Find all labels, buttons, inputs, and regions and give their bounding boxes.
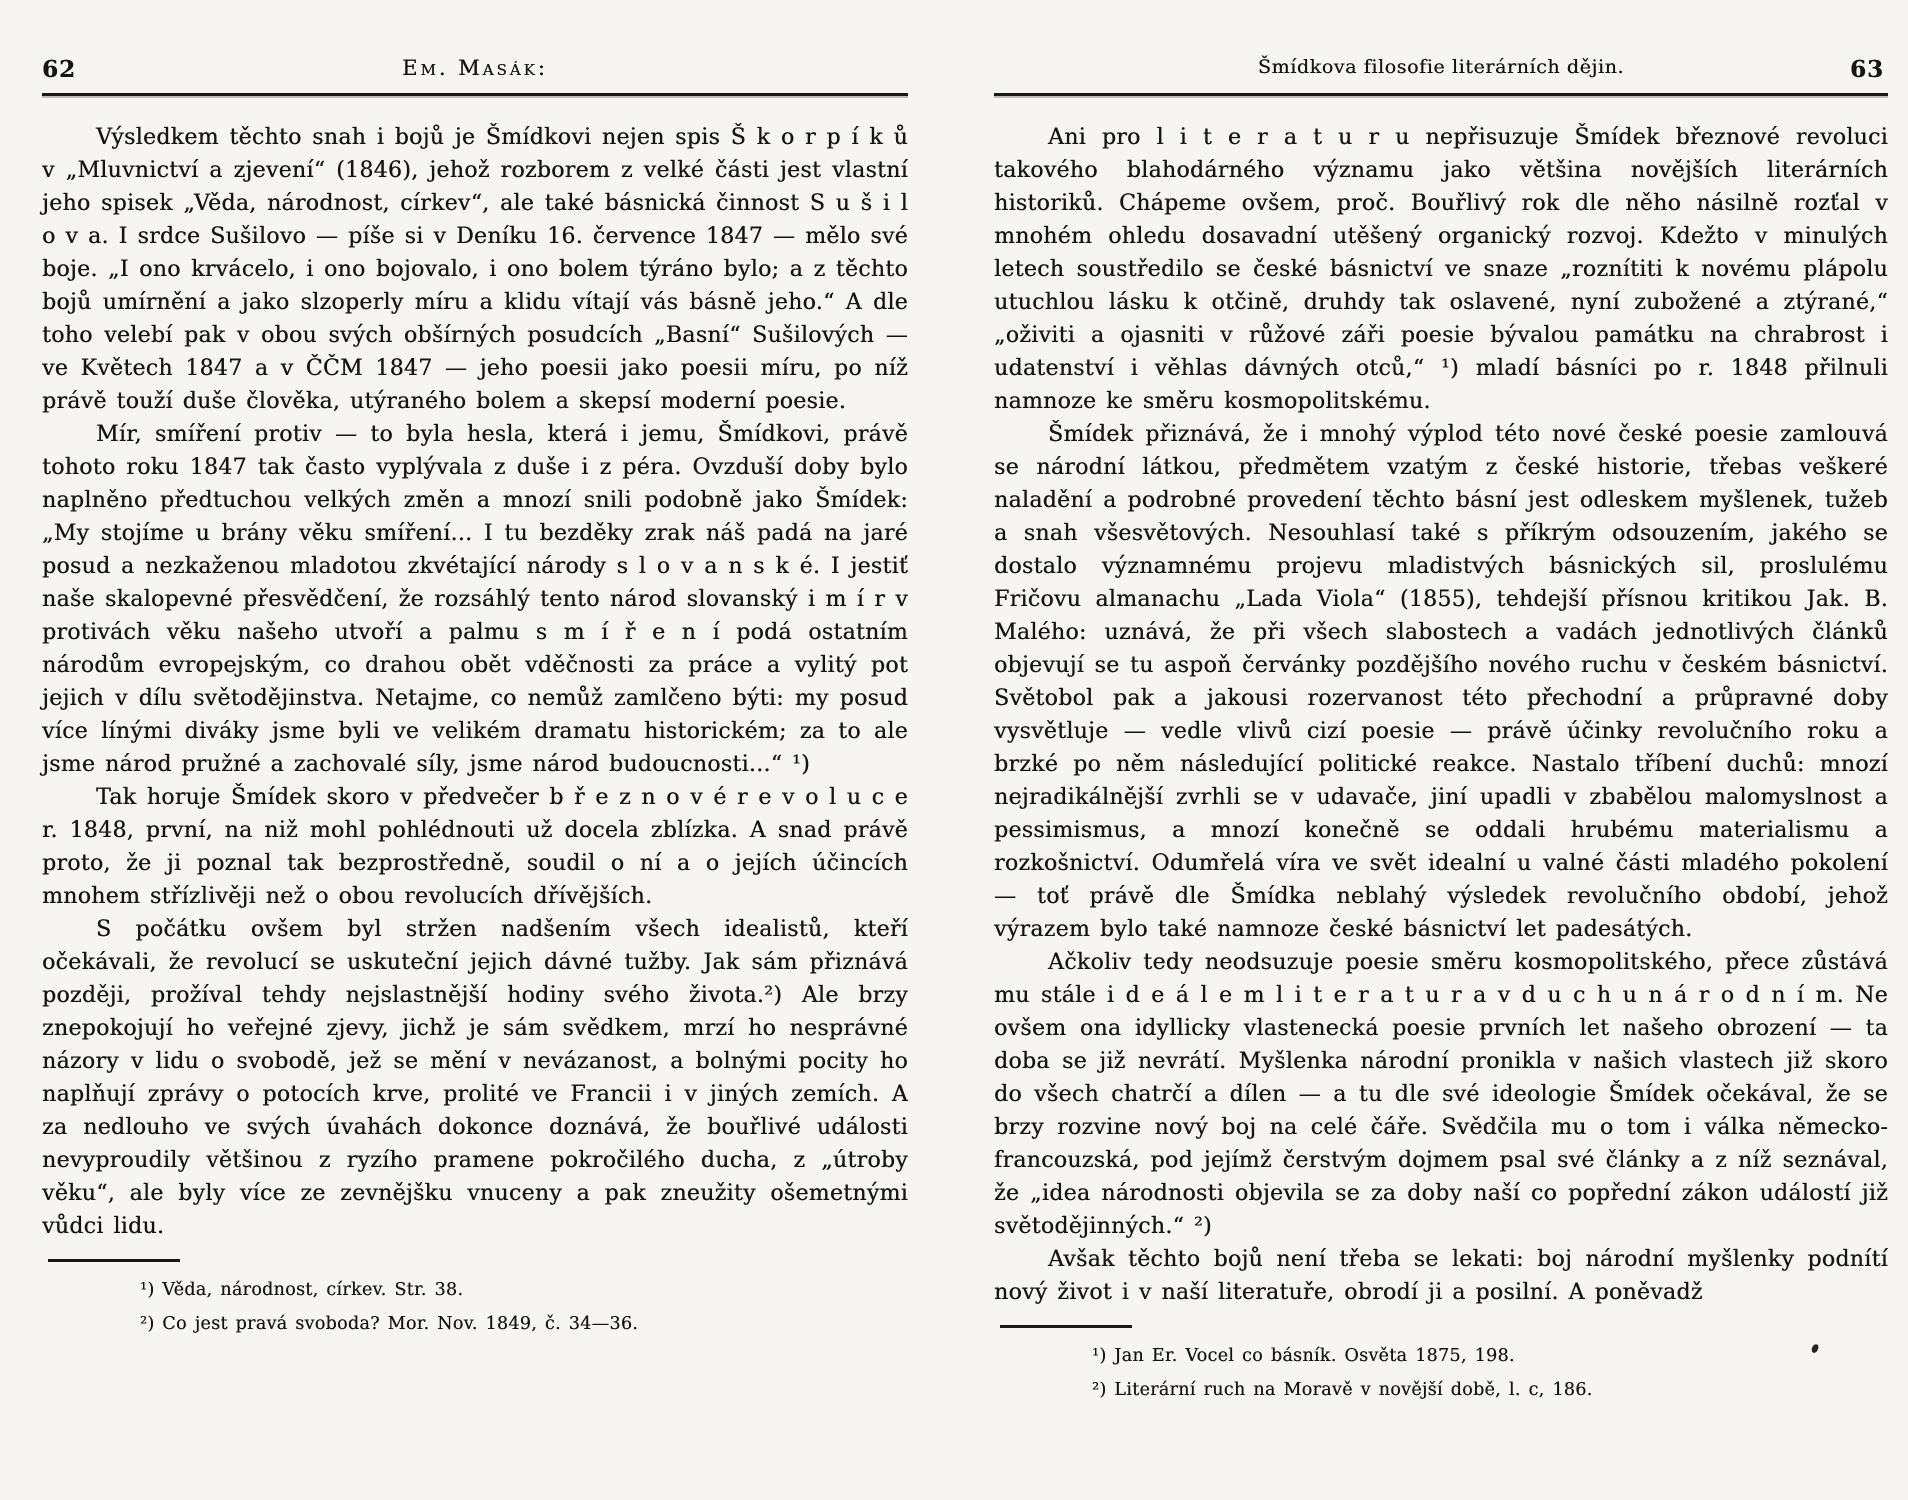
page-header-left	[42, 56, 908, 86]
page-body-left	[42, 121, 908, 1243]
footnote-rule-right	[1000, 1325, 1132, 1328]
footnote-block-left	[42, 1259, 908, 1338]
running-header-left: Em. Masák:	[402, 56, 548, 80]
page-number-right: 63	[1849, 56, 1884, 83]
footnote-rule-left	[48, 1259, 180, 1262]
footnote: ²) Literární ruch na Moravě v novější době, l. c, 186.	[1092, 1379, 1593, 1400]
header-rule-right	[994, 93, 1888, 96]
paragraph: S počátku ovšem byl stržen nadšením všech idealistů, kteří očekávali, že revolucí se uskuteční jejich dávné tužby. Jak sám přiznává později, prožíval tehdy nejslastnější hodiny svého života.²) Ale brzy znepokojují ho veřejné zjevy, jichž je sám svědkem, mrzí ho nesprávné názory v lidu o svobodě, jež se mění v nevázanost, a bolnými pocity ho naplňují zprávy o potocích krve, prolité ve Francii i v jiných zemích. A za nedlouho ve svých úvahách dokonce doznává, že bouřlivé události nevyproudily většinou z ryzího pramene pokročilého ducha, z „útroby věku“, ale byly více ze zevnějšku vnuceny a pak zneužity ošemetnými vůdci lidu.	[42, 917, 908, 1239]
page-left	[42, 56, 908, 1500]
paragraph: Tak horuje Šmídek skoro v předvečer b ř e z n o v é r e v o l u c e r. 1848, první, na niž mohl pohlédnouti už docela zblízka. A snad právě proto, že ji poznal tak bezprostředně, soudil o ní a o jejích účincích mnohem střízlivěji než o obou revolucích dřívějších.	[42, 785, 908, 909]
footnote: ²) Co jest pravá svoboda? Mor. Nov. 1849, č. 34—36.	[140, 1313, 639, 1334]
paragraph: Výsledkem těchto snah i bojů je Šmídkovi nejen spis Š k o r p í k ů v „Mluvnictví a zjevení“ (1846), jehož rozborem z velké části jest vlastní jeho spisek „Věda, národnost, církev“, ale také básnická činnost S u š i l o v a. I srdce Sušilovo — píše si v Deníku 16. července 1847 — mělo své boje. „I ono krvácelo, i ono bojovalo, i ono bolem týráno bylo; a z těchto bojů umírnění a jako slzoperly míru a klidu vítají vás básně jeho.“ A dle toho velebí pak v obou svých obšírných posudcích „Basní“ Sušilových — ve Květech 1847 a v ČČM 1847 — jeho poesii jako poesii míru, po níž právě touží duše člověka, utýraného bolem a skepsí moderní poesie.	[42, 125, 908, 414]
page-number-left: 62	[42, 56, 77, 83]
paragraph: Šmídek přiznává, že i mnohý výplod této nové české poesie zamlouvá se národní látkou, předmětem vzatým z české historie, třebas veškeré naladění a podrobné provedení těchto básní jest odleskem myšlenek, tužeb a snah všesvětových. Nesouhlasí také s příkrým odsouzením, jakého se dostalo významnému projevu mladistvých básnických sil, proslulému Fričovu almanachu „Lada Viola“ (1855), tehdejší přísnou kritikou Jak. B. Malého: uznává, že při všech slabostech a vadách jednotlivých článků objevují se tu aspoň červánky pozdějšího nového ruchu v českém básnictví. Světobol pak a jakousi rozervanost této přechodní a průpravné doby vysvětluje — vedle vlivů cizí poesie — právě účinky revolučního roku a brzké po něm následující politické reakce. Nastalo tříbení duchů: mnozí nejradikálnější zvrhli se v udavače, jiní upadli v zbabělou malomyslnost a pessimismus, a mnozí konečně se oddali hrubému materialismu a rozkošnictví. Odumřelá víra ve svět idealní u valné části mladého pokolení — toť právě dle Šmídka neblahý výsledek revolučního období, jehož výrazem bylo také namnoze české básnictví let padesátých.	[994, 422, 1888, 942]
paragraph: Ani pro l i t e r a t u r u nepřisuzuje Šmídek březnové revoluci takového blahodárného významu jako většina novějších literárních historiků. Chápeme ovšem, proč. Bouřlivý rok dle něho násilně rozťal v mnohém ohledu dosavadní utěšený organický rozvoj. Kdežto v minulých letech soustředilo se české básnictví ve snaze „roznítiti k novému plápolu utuchlou lásku k otčině, druhdy tak oslavené, nyní zubožené a ztýrané,“ „oživiti a ojasniti v růžové záři poesie bývalou památku na chrabrost i udatenství i věhlas dávných otců,“ ¹) mladí básníci po r. 1848 přilnuli namnoze ke směru kosmopolitskému.	[994, 125, 1888, 414]
page-body-right	[994, 121, 1888, 1309]
paragraph: Avšak těchto bojů není třeba se lekati: boj národní myšlenky podnítí nový život i v naší literatuře, obrodí ji a posilní. A poněvadž	[994, 1247, 1888, 1305]
paragraph: Ačkoliv tedy neodsuzuje poesie směru kosmopolitského, přece zůstává mu stále i d e á l e m l i t e r a t u r a v d u c h u n á r o d n í m. Ne ovšem ona idyllicky vlastenecká poesie prvních let našeho obrození — ta doba se již nevrátí. Myšlenka národní pronikla v našich vlastech již skoro do všech chatrčí a dílen — a tu dle své ideologie Šmídek očekával, že se brzy rozvine nový boj na celé čáře. Svědčila mu o tom i válka německo-francouzská, pod jejímž čerstvým dojmem psal své články a z níž seznával, že „idea národnosti objevila se za doby naší co popřední zákon událostí již světodějinných.“ ²)	[994, 950, 1888, 1239]
footnote-block-right	[994, 1325, 1888, 1404]
footnote: ¹) Jan Er. Vocel co básník. Osvěta 1875, 198.	[1092, 1345, 1515, 1366]
page-header-right	[994, 56, 1888, 86]
footnote: ¹) Věda, národnost, církev. Str. 38.	[140, 1279, 464, 1300]
running-header-right: Šmídkova filosofie literárních dějin.	[1257, 56, 1625, 78]
page-right	[994, 56, 1888, 1500]
header-rule-left	[42, 93, 908, 96]
paragraph: Mír, smíření protiv — to byla hesla, která i jemu, Šmídkovi, právě tohoto roku 1847 tak často vyplývala z duše i z péra. Ovzduší doby bylo naplněno předtuchou velkých změn a mnozí snili podobně jako Šmídek: „My stojíme u brány věku smíření... I tu bezděky zrak náš padá na jaré posud a nezkaženou mladotou zkvétající národy s l o v a n s k é. I jestiť naše skalopevné přesvědčení, že rozsáhlý tento národ slovanský i m í r v protivách věku našeho utvoří a palmu s m í ř e n í podá ostatním národům evropejským, co drahou obět vděčnosti za práce a vylitý pot jejich v dílu světodějinstva. Netajme, co nemůž zamlčeno býti: my posud více línými diváky jsme byli ve velikém dramatu historickém; za to ale jsme národ pružné a zachovalé síly, jsme národ budoucnosti...“ ¹)	[42, 422, 908, 777]
